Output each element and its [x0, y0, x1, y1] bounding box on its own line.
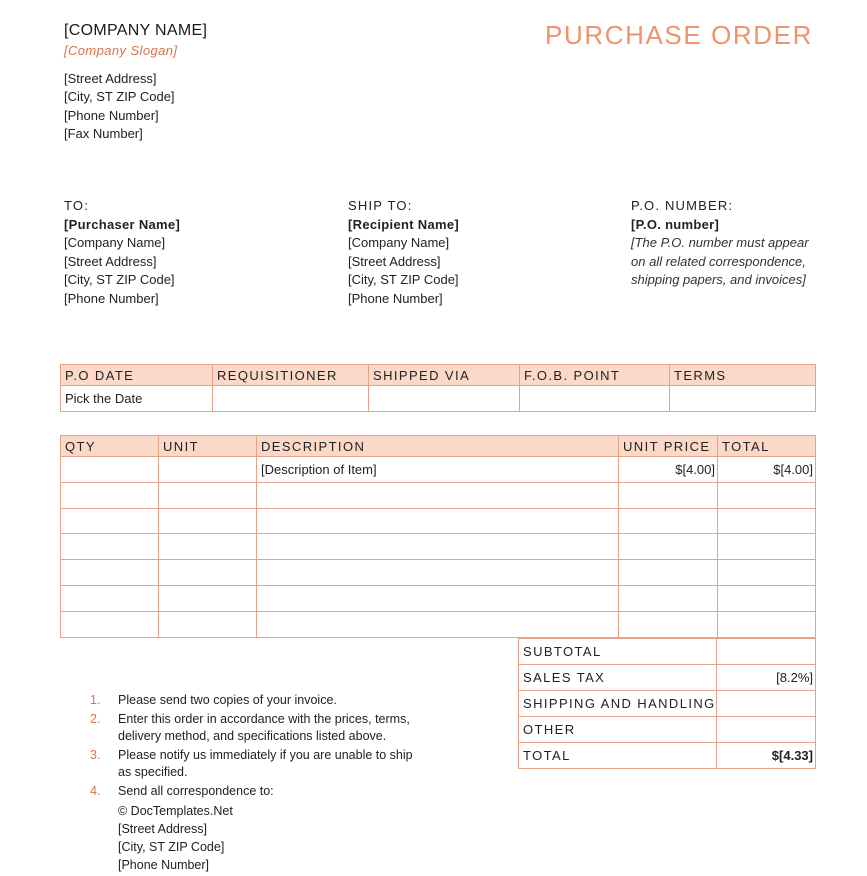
- unit-price-cell[interactable]: [619, 585, 718, 611]
- terms-cell[interactable]: [670, 386, 816, 412]
- instructions-list: [90, 692, 428, 874]
- unit-price-cell[interactable]: [619, 534, 718, 560]
- header-total: TOTAL: [718, 436, 816, 457]
- total-value[interactable]: $[4.33]: [717, 743, 816, 769]
- company-phone: [Phone Number]: [64, 107, 159, 123]
- header-unit: UNIT: [159, 436, 257, 457]
- header-po-date: P.O DATE: [61, 365, 213, 386]
- copyright-line: © DocTemplates.Net: [118, 804, 233, 818]
- ship-city[interactable]: [City, ST ZIP Code]: [348, 272, 459, 287]
- description-cell[interactable]: [257, 585, 619, 611]
- header-fob-point: F.O.B. POINT: [520, 365, 670, 386]
- header-requisitioner: REQUISITIONER: [213, 365, 369, 386]
- qty-cell[interactable]: [61, 585, 159, 611]
- qty-cell[interactable]: [61, 560, 159, 586]
- list-item: [90, 711, 428, 745]
- ship-phone[interactable]: [Phone Number]: [348, 290, 443, 306]
- unit-price-cell[interactable]: [619, 508, 718, 534]
- table-row: [61, 585, 816, 611]
- subtotal-label: SUBTOTAL: [519, 639, 717, 665]
- company-fax: [Fax Number]: [64, 126, 143, 142]
- list-number: 1.: [90, 693, 101, 707]
- header-qty: QTY: [61, 436, 159, 457]
- description-cell[interactable]: [257, 482, 619, 508]
- items-table: [60, 435, 816, 638]
- fob-point-cell[interactable]: [520, 386, 670, 412]
- line-total-cell[interactable]: [718, 560, 816, 586]
- list-item: [90, 692, 428, 709]
- line-total-cell[interactable]: [718, 585, 816, 611]
- to-company[interactable]: [Company Name]: [64, 235, 166, 250]
- recipient-name[interactable]: [Recipient Name]: [348, 216, 459, 232]
- list-number: 2.: [90, 712, 101, 726]
- to-header: TO:: [64, 198, 90, 213]
- line-total-cell[interactable]: $[4.00]: [718, 457, 816, 483]
- correspondence-address: [90, 802, 428, 874]
- list-number: 4.: [90, 784, 101, 798]
- po-note: [The P.O. number must appear on all related correspondence, shipping papers, and invoices]: [631, 235, 809, 287]
- list-number: 3.: [90, 748, 101, 762]
- company-city: [City, ST ZIP Code]: [64, 89, 175, 105]
- unit-price-cell[interactable]: [619, 560, 718, 586]
- company-street: [Street Address]: [64, 71, 157, 86]
- shipped-via-cell[interactable]: [369, 386, 520, 412]
- ship-street[interactable]: [Street Address]: [348, 253, 441, 269]
- description-cell[interactable]: [257, 534, 619, 560]
- correspondence-street: [Street Address]: [118, 822, 207, 836]
- unit-cell[interactable]: [159, 560, 257, 586]
- description-cell[interactable]: [257, 611, 619, 637]
- description-cell[interactable]: [257, 560, 619, 586]
- po-block: [631, 197, 811, 290]
- to-city[interactable]: [City, ST ZIP Code]: [64, 272, 175, 287]
- table-row: [61, 560, 816, 586]
- company-slogan: [Company Slogan]: [64, 43, 178, 58]
- po-header: P.O. NUMBER:: [631, 198, 734, 213]
- unit-cell[interactable]: [159, 482, 257, 508]
- total-label: TOTAL: [519, 743, 717, 769]
- po-number[interactable]: [P.O. number]: [631, 216, 720, 232]
- description-cell[interactable]: [257, 508, 619, 534]
- list-text: Please notify us immediately if you are unable to ship as specified.: [118, 748, 413, 779]
- correspondence-phone: [Phone Number]: [118, 858, 210, 872]
- unit-cell[interactable]: [159, 534, 257, 560]
- list-text: Enter this order in accordance with the prices, terms, delivery method, and specifications listed above.: [118, 712, 410, 743]
- table-row: [61, 611, 816, 637]
- to-street[interactable]: [Street Address]: [64, 253, 157, 269]
- other-label: OTHER: [519, 717, 717, 743]
- list-item: [90, 783, 428, 800]
- qty-cell[interactable]: [61, 508, 159, 534]
- unit-price-cell[interactable]: [619, 611, 718, 637]
- table-row: [61, 482, 816, 508]
- header-shipped-via: SHIPPED VIA: [369, 365, 520, 386]
- correspondence-city: [City, ST ZIP Code]: [118, 840, 225, 854]
- company-address: [64, 70, 175, 144]
- qty-cell[interactable]: [61, 482, 159, 508]
- sales-tax-label: SALES TAX: [519, 665, 717, 691]
- ship-to-header: SHIP TO:: [348, 198, 413, 213]
- qty-cell[interactable]: [61, 611, 159, 637]
- line-total-cell[interactable]: [718, 534, 816, 560]
- unit-cell[interactable]: [159, 508, 257, 534]
- list-item: [90, 747, 428, 781]
- qty-cell[interactable]: [61, 534, 159, 560]
- sales-tax-value[interactable]: [8.2%]: [717, 665, 816, 691]
- po-date-cell[interactable]: Pick the Date: [61, 386, 213, 412]
- table-row: [61, 508, 816, 534]
- unit-cell[interactable]: [159, 585, 257, 611]
- line-total-cell[interactable]: [718, 611, 816, 637]
- list-text: Send all correspondence to:: [118, 784, 274, 798]
- line-total-cell[interactable]: [718, 508, 816, 534]
- unit-price-cell[interactable]: $[4.00]: [619, 457, 718, 483]
- totals-table: [518, 638, 816, 769]
- subtotal-value[interactable]: [717, 639, 816, 665]
- purchaser-name[interactable]: [Purchaser Name]: [64, 216, 181, 232]
- header-unit-price: UNIT PRICE: [619, 436, 718, 457]
- qty-cell[interactable]: [61, 457, 159, 483]
- requisitioner-cell[interactable]: [213, 386, 369, 412]
- header-description: DESCRIPTION: [257, 436, 619, 457]
- list-text: Please send two copies of your invoice.: [118, 693, 337, 707]
- unit-cell[interactable]: [159, 457, 257, 483]
- header-terms: TERMS: [670, 365, 816, 386]
- to-phone[interactable]: [Phone Number]: [64, 290, 159, 306]
- to-block: [64, 197, 180, 308]
- document-title: PURCHASE ORDER: [545, 20, 813, 50]
- ship-company[interactable]: [Company Name]: [348, 235, 450, 250]
- shipping-value[interactable]: [717, 691, 816, 717]
- company-name: [COMPANY NAME]: [64, 22, 208, 39]
- description-cell[interactable]: [Description of Item]: [257, 457, 619, 483]
- other-value[interactable]: [717, 717, 816, 743]
- table-row: [61, 534, 816, 560]
- table-row: [61, 457, 816, 483]
- shipping-label: SHIPPING AND HANDLING: [519, 691, 717, 717]
- order-info-table: [60, 364, 816, 412]
- unit-price-cell[interactable]: [619, 482, 718, 508]
- unit-cell[interactable]: [159, 611, 257, 637]
- ship-to-block: [348, 197, 459, 308]
- line-total-cell[interactable]: [718, 482, 816, 508]
